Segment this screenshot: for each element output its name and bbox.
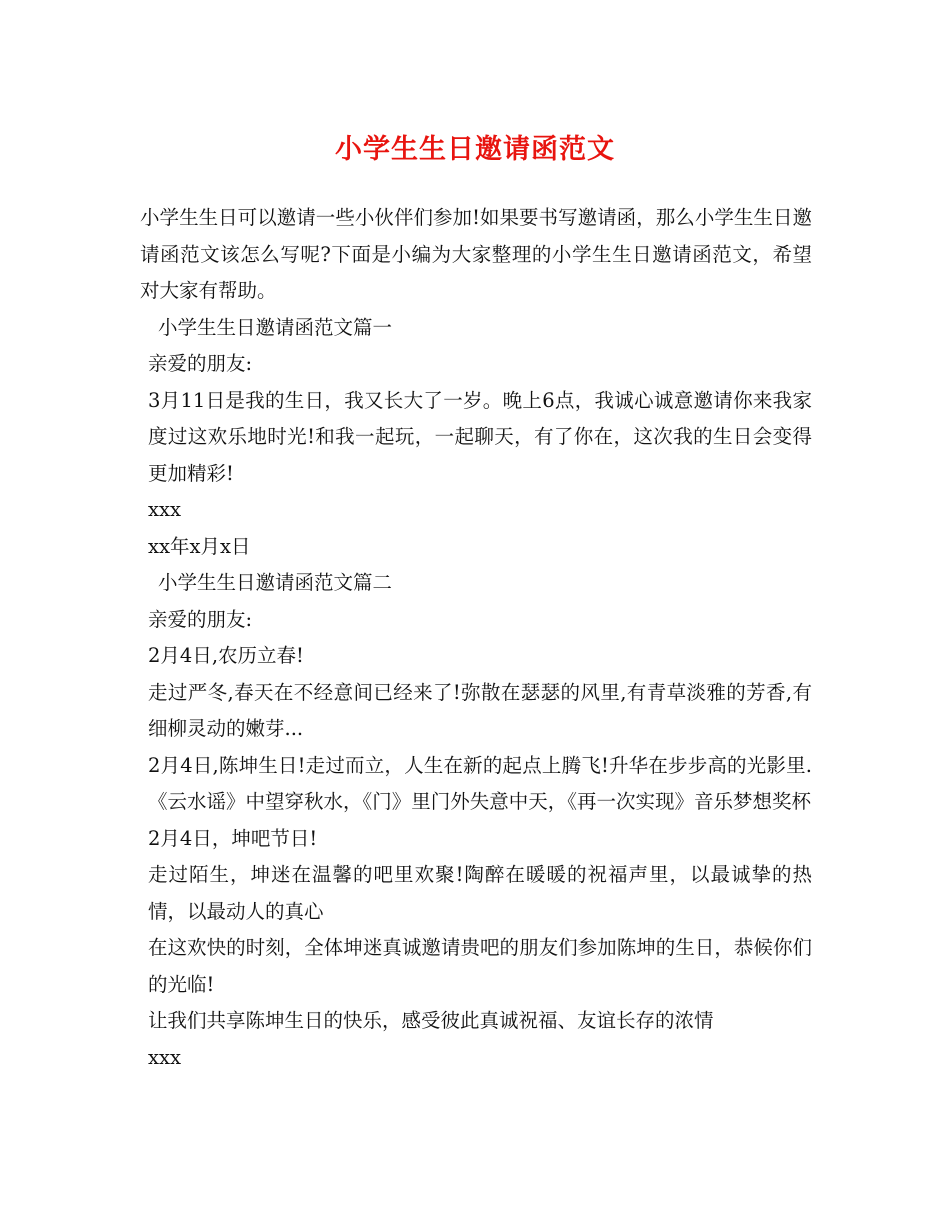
section2-paragraph: 让我们共享陈坤生日的快乐，感受彼此真诚祝福、友谊长存的浓情 — [148, 1009, 714, 1032]
section2-paragraph: 走过陌生，坤迷在温馨的吧里欢聚!陶醉在暖暖的祝福声里，以最诚挚的热情，以最动人的真心 — [148, 863, 812, 923]
section1-heading: 小学生生日邀请函范文篇一 — [158, 315, 393, 339]
intro-paragraph: 小学生生日可以邀请一些小伙伴们参加!如果要书写邀请函，那么小学生生日邀请函范文该怎么写呢?下面是小编为大家整理的小学生生日邀请函范文，希望对大家有帮助。 — [140, 206, 812, 302]
section2-heading: 小学生生日邀请函范文篇二 — [158, 571, 393, 594]
section2-signature: xxx — [148, 1045, 181, 1069]
section2-paragraph: 2月4日,陈坤生日!走过而立，人生在新的起点上腾飞!升华在步步高的光影里.《云水谣》中望穿秋水，《门》里门外失意中天，《再一次实现》音乐梦想奖杯 — [148, 753, 812, 813]
section2-paragraph: 2月4日，坤吧节日! — [148, 826, 318, 850]
section2-salutation: 亲爱的朋友: — [148, 607, 253, 631]
document-title: 小学生生日邀请函范文 — [335, 134, 615, 165]
document-body — [140, 200, 812, 1076]
section1-date: xx年x月x日 — [148, 534, 251, 558]
section1-signature: xxx — [148, 498, 181, 521]
section1-body: 3月11日是我的生日，我又长大了一岁。晚上6点，我诚心诚意邀请你来我家度过这欢乐地时光!和我一起玩，一起聊天，有了你在，这次我的生日会变得更加精彩! — [148, 388, 812, 485]
section1-salutation: 亲爱的朋友: — [148, 352, 253, 375]
section2-paragraph: 2月4日,农历立春! — [148, 644, 304, 667]
section2-paragraph: 走过严冬,春天在不经意间已经来了!弥散在瑟瑟的风里,有青草淡雅的芳香,有细柳灵动的嫩芽... — [148, 680, 812, 740]
section2-paragraph: 在这欢快的时刻，全体坤迷真诚邀请贵吧的朋友们参加陈坤的生日，恭候你们的光临! — [148, 936, 812, 996]
